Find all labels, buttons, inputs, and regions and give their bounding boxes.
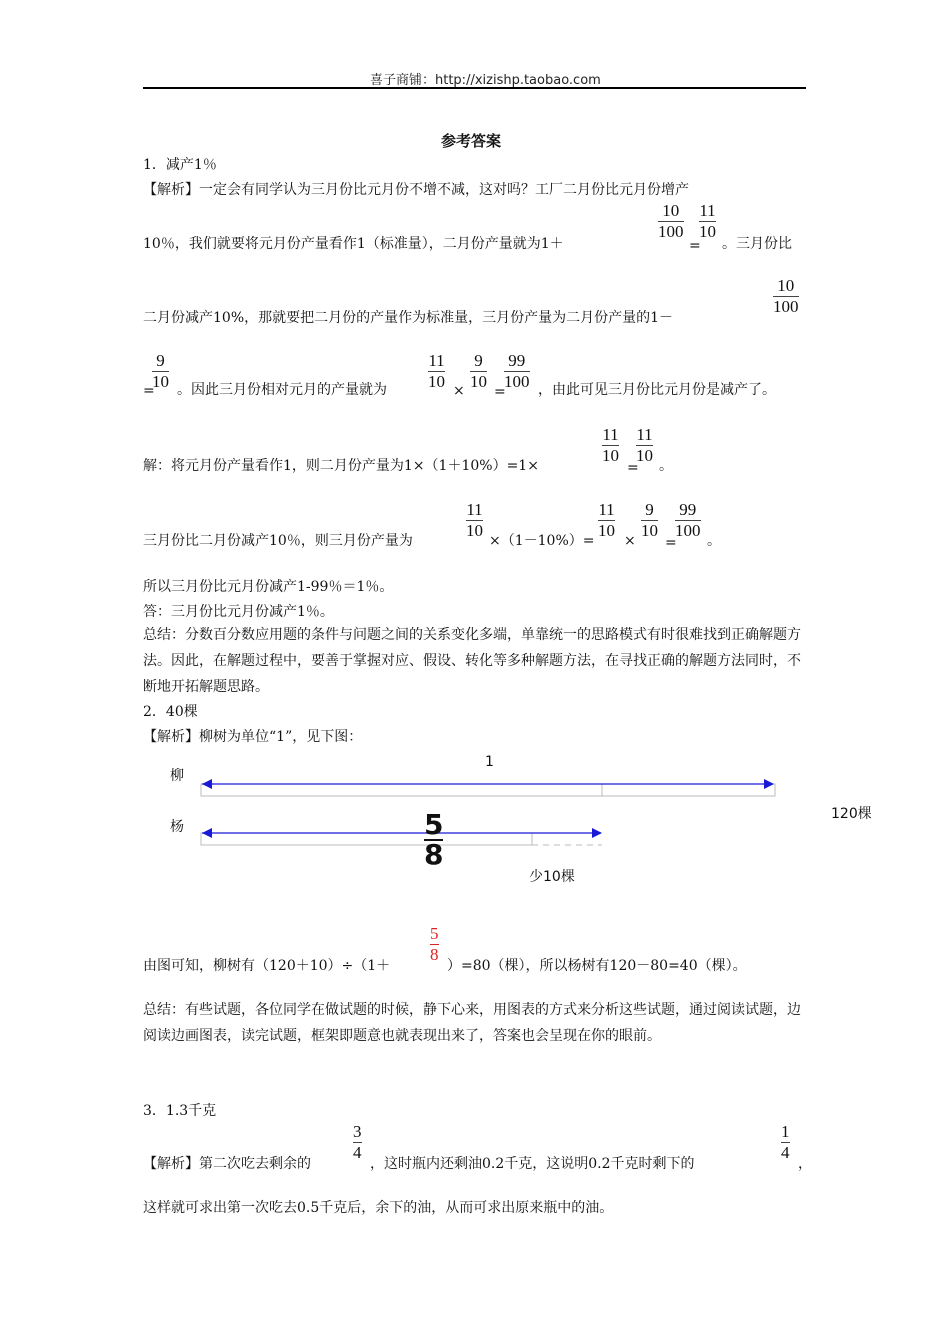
q1-sol1-eq: =	[627, 460, 639, 476]
q2-calc-a: 由图可知，柳树有（120＋10）÷（1＋	[143, 958, 391, 974]
poplar-label: 杨	[170, 819, 184, 835]
fraction-3-4: $\frac{3}{4}$	[353, 1122, 362, 1162]
fraction-11-10-c: $\frac{11}{10}$	[602, 425, 619, 465]
q3-answer: 3．1.3千克	[143, 1103, 217, 1119]
q1-eq2: =	[494, 384, 506, 400]
q2-analysis: 【解析】柳树为单位“1”，见下图：	[143, 729, 363, 745]
red-fraction-5-8: $\frac{5}{8}$	[430, 924, 439, 964]
q1-times: ×	[453, 383, 465, 399]
q1-solution2: 三月份比二月份减产10％，则三月份产量为	[143, 533, 413, 549]
fraction-11-10-e: $\frac{11}{10}$	[466, 500, 483, 540]
page-header: 喜子商铺：http://xizishp.taobao.com	[370, 73, 601, 88]
willow-label: 柳	[170, 768, 184, 784]
fraction-9-10-b: $\frac{9}{10}$	[470, 351, 487, 391]
fraction-11-10-d: $\frac{11}{10}$	[636, 425, 653, 465]
fraction-1-4: $\frac{1}{4}$	[781, 1122, 790, 1162]
q3-line1a: 【解析】第二次吃去剩余的	[143, 1156, 311, 1172]
fraction-11-10: $\frac{11}{10}$	[699, 201, 716, 241]
q1-line3: 二月份减产10%，那就要把二月份的产量作为标准量，三月份产量为二月份产量的1－	[143, 310, 674, 326]
q1-sol2-end: 。	[707, 533, 721, 549]
q3-line1c: ，	[798, 1156, 812, 1172]
q1-answer: 1．减产1％	[143, 157, 217, 173]
q3-line1b: ，这时瓶内还剩油0.2千克，这说明0.2千克时剩下的	[370, 1156, 695, 1172]
poplar-arrow-right	[592, 828, 602, 838]
q1-sol2-eq: =	[665, 535, 677, 551]
q1-line4b: 。因此三月份相对元月的产量就为	[177, 382, 387, 398]
header-rule	[143, 87, 806, 89]
q1-final-answer: 答：三月份比元月份减产1％。	[143, 604, 334, 620]
q1-solution1: 解：将元月份产量看作1，则二月份产量为1×（1＋10%）=1×	[143, 458, 539, 474]
q1-summary: 总结：分数百分数应用题的条件与问题之间的关系变化多端，单靠统一的思路模式有时很难找到正确解题方法。因此，在解题过程中，要善于掌握对应、假设、转化等多种解题方法，在寻找正确的解题方法同时，不断地开拓解题思路。	[143, 627, 801, 695]
q2-answer: 2．40棵	[143, 704, 198, 720]
fraction-11-10-b: $\frac{11}{10}$	[428, 351, 445, 391]
q1-sol2-times: ×	[624, 533, 636, 549]
fraction-99-100: $\frac{99}{100}$	[504, 351, 530, 391]
willow-arrow-right	[764, 779, 774, 789]
q1-line1: 【解析】一定会有同学认为三月份比元月份不增不减，这对吗？工厂二月份比元月份增产	[143, 182, 689, 198]
q2-calc-b: ）=80（棵），所以杨树有120－80=40（棵）。	[447, 958, 747, 974]
q3-line2: 这样就可求出第一次吃去0.5千克后，余下的油，从而可求出原来瓶中的油。	[143, 1200, 614, 1216]
q2-summary: 总结：有些试题，各位同学在做试题的时候，静下心来，用图表的方式来分析这些试题，通过阅读试题，边阅读边画图表，读完试题，框架即题意也就表现出来了，答案也会呈现在你的眼前。	[143, 1002, 801, 1044]
poplar-arrow-left	[202, 828, 212, 838]
q1-sol1-end: 。	[659, 458, 673, 474]
q1-solution3: 所以三月份比元月份减产1-99％＝1％。	[143, 579, 394, 595]
unit-one-label: 1	[485, 754, 494, 770]
fraction-11-10-f: $\frac{11}{10}$	[598, 500, 615, 540]
q1-line2a: 10％，我们就要将元月份产量看作1（标准量），二月份产量就为1＋	[143, 236, 564, 252]
less-10-label: 少10棵	[529, 869, 575, 885]
total-120-label: 120棵	[831, 806, 872, 822]
fraction-9-10: $\frac{9}{10}$	[152, 351, 169, 391]
q1-line4c: ，由此可见三月份比元月份是减产了。	[538, 382, 776, 398]
willow-bar	[201, 784, 775, 796]
poplar-bar	[201, 833, 532, 845]
q1-line4-eq: =	[143, 383, 155, 399]
fraction-99-100-b: $\frac{99}{100}$	[675, 500, 701, 540]
fraction-10-100: $\frac{10}{100}$	[658, 201, 684, 241]
willow-arrow-left	[202, 779, 212, 789]
q1-sol2-mid: ×（1－10%）=	[489, 533, 595, 549]
fraction-9-10-c: $\frac{9}{10}$	[641, 500, 658, 540]
q1-line2b: 。三月份比	[722, 236, 792, 252]
fraction-10-100-b: $\frac{10}{100}$	[773, 276, 799, 316]
poplar-fraction-5-8: $\frac{5}{8}$	[424, 808, 444, 871]
q1-eq: =	[689, 238, 701, 254]
page-title: 参考答案	[441, 132, 502, 150]
